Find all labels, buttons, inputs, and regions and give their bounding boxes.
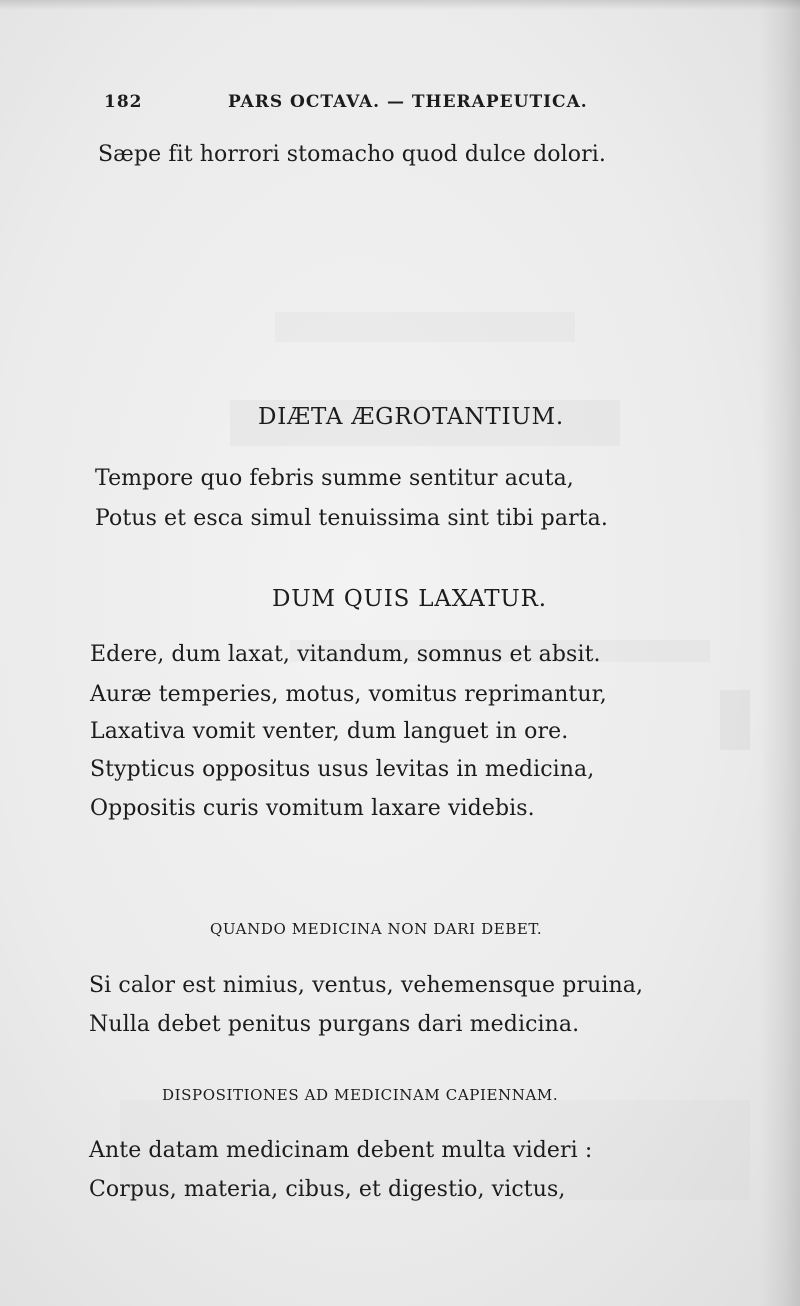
running-title: PARS OCTAVA. — THERAPEUTICA. [228,92,588,112]
opening-verse-line: Sæpe fit horrori stomacho quod dulce dolori. [98,142,606,167]
section-title: QUANDO MEDICINA NON DARI DEBET. [210,920,543,938]
verse-line: Si calor est nimius, ventus, vehemensque pruina, [89,973,644,998]
verse-line: Stypticus oppositus usus levitas in medicina, [90,757,595,782]
verse-line: Ante datam medicinam debent multa videri : [89,1138,593,1163]
section-title: DISPOSITIONES AD MEDICINAM CAPIENNAM. [162,1086,559,1104]
bleed-through-block [720,690,750,750]
section-title: DIÆTA ÆGROTANTIUM. [258,404,565,430]
verse-line: Oppositis curis vomitum laxare videbis. [90,796,535,821]
section-title: DUM QUIS LAXATUR. [272,586,547,612]
verse-line: Potus et esca simul tenuissima sint tibi parta. [95,506,608,531]
page-edge-shadow [760,0,800,1306]
verse-line: Nulla debet penitus purgans dari medicina. [89,1012,580,1037]
verse-line: Corpus, materia, cibus, et digestio, victus, [89,1177,566,1202]
page-top-shadow [0,0,800,10]
verse-line: Edere, dum laxat, vitandum, somnus et absit. [90,642,601,667]
verse-line: Auræ temperies, motus, vomitus reprimantur, [90,682,607,707]
verse-line: Tempore quo febris summe sentitur acuta, [95,466,574,491]
bleed-through-block [275,312,575,342]
verse-line: Laxativa vomit venter, dum languet in ore. [90,719,569,744]
page-number: 182 [104,92,143,112]
